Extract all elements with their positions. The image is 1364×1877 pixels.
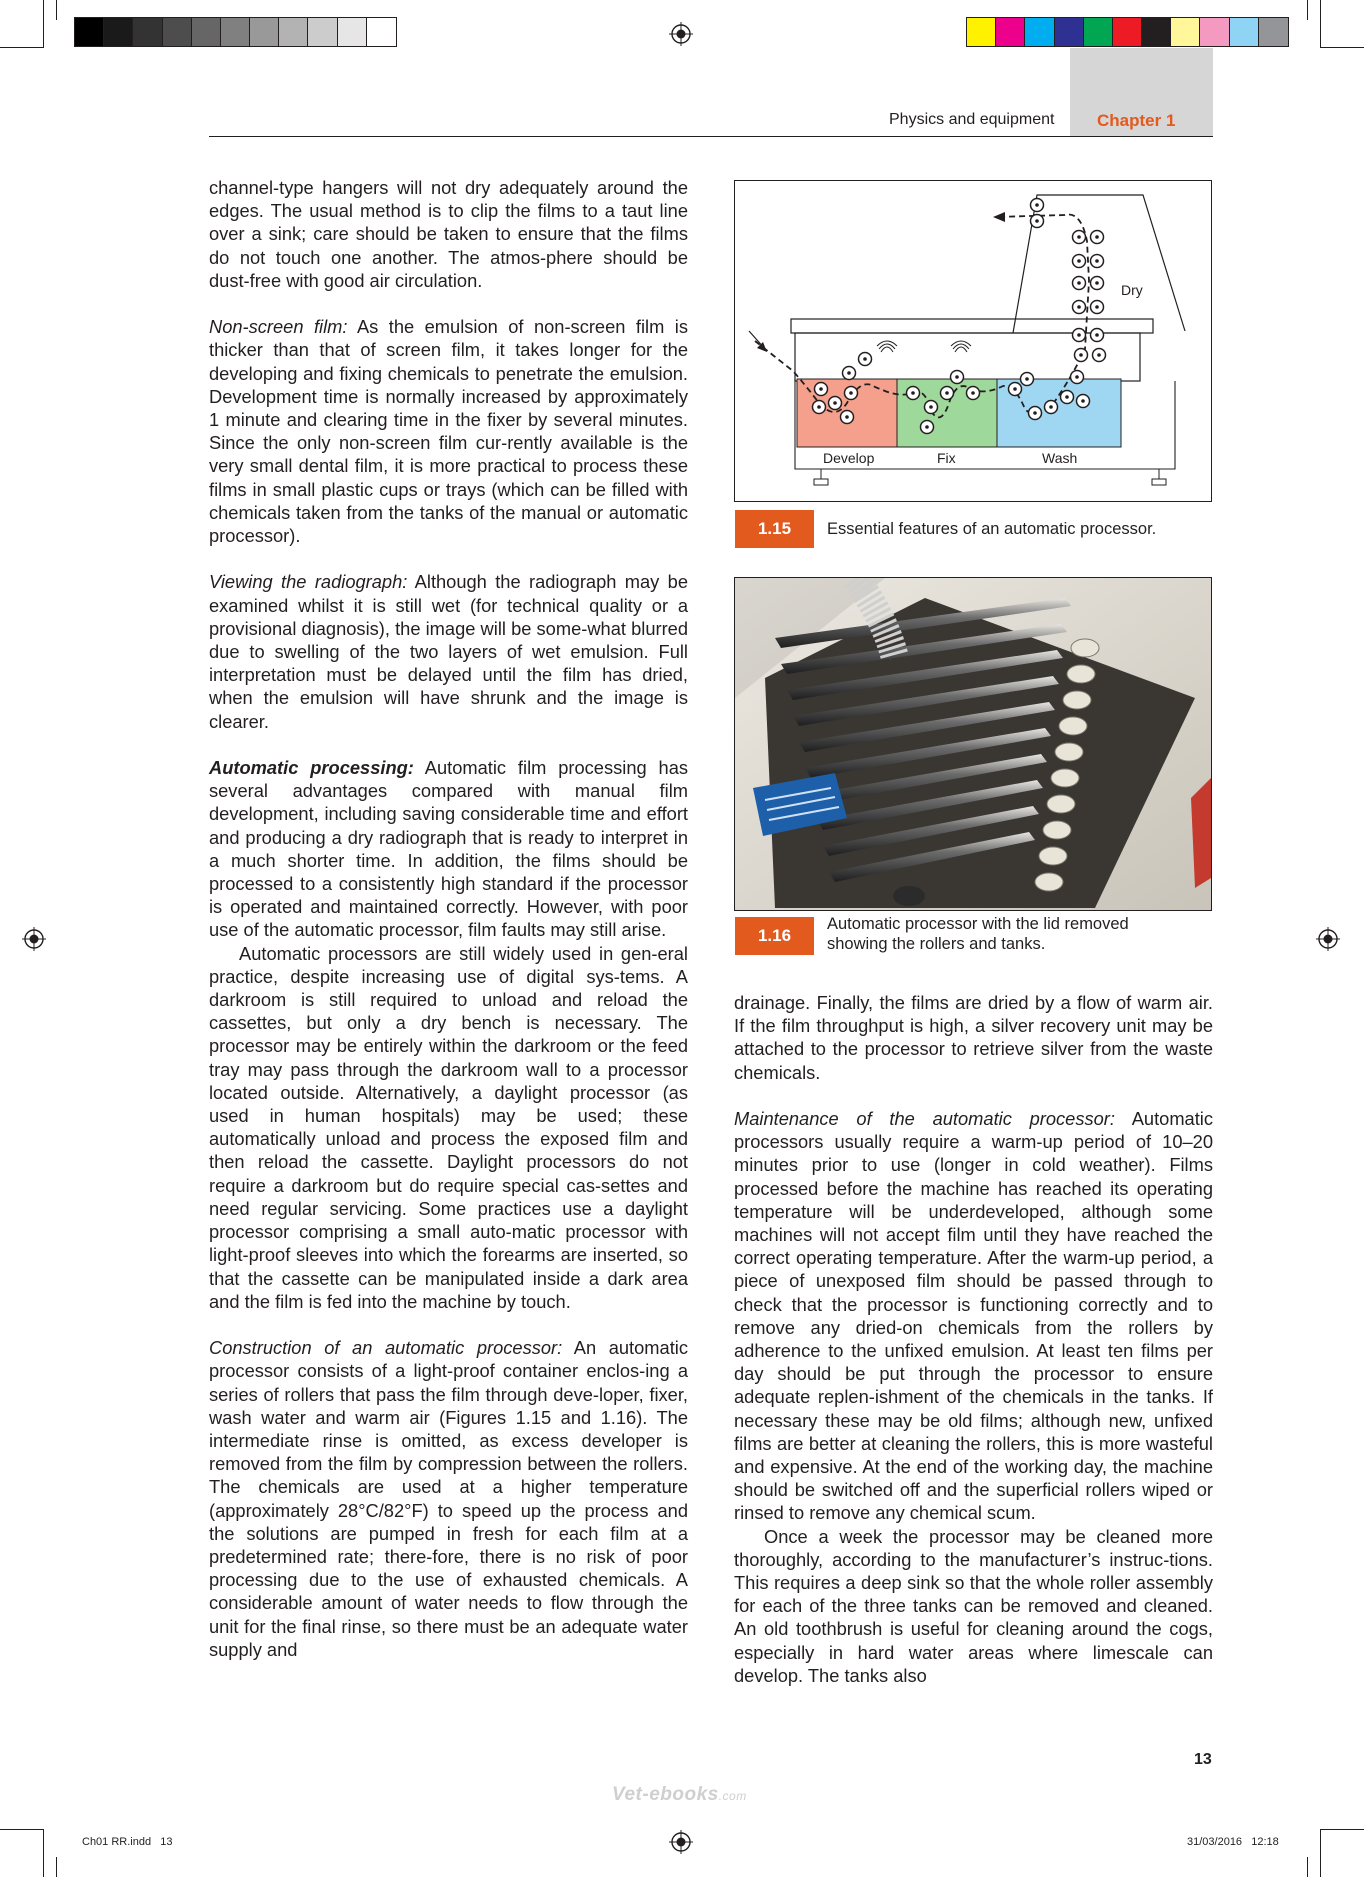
figure-number: 1.16 xyxy=(735,917,814,955)
roller-center-icon xyxy=(1095,259,1099,263)
figure-caption: Essential features of an automatic processor. xyxy=(827,520,1157,538)
roller-center-icon xyxy=(1077,281,1081,285)
roller-center-icon xyxy=(1065,395,1069,399)
paragraph-body: Automatic processors usually require a warm-up period of 10–20 minutes prior to use (longer in cold weather). Films processed before the machine has reached its operating temperature will be underdeveloped, although some machines will not accept film until they have reached the correct operating temperature. After the warm-up period, a piece of unexposed film should be passed through to check that the processor is functioning correctly and to remove any dried-on chemicals from the rollers by adherence to the unfixed emulsion. At least ten films per day should be put through the processor to ensure adequate replen-ishment of the chemicals in the tanks. If necessary these may be old films; although new, unfixed films are better at cleaning the rollers, this is more wasteful and expensive. At the end of the working day, the machine should be switched off and the superficial rollers wiped or rinsed to remove any chemical scum. xyxy=(734,1108,1213,1524)
color-swatch xyxy=(250,18,279,46)
slug-date: 31/03/2016 12:18 xyxy=(1187,1836,1279,1848)
paragraph: channel-type hangers will not dry adequately around the edges. The usual method is to clip the films to a taut line over a sink; care should be taken to ensure that the films do not touch one another. The atmos-phere should be dust-free with good air circulation. xyxy=(209,177,688,291)
roller-center-icon xyxy=(1095,333,1099,337)
roller-center-icon xyxy=(833,401,837,405)
registration-mark-icon xyxy=(1316,927,1340,951)
roller-center-icon xyxy=(945,391,949,395)
paragraph-body: An automatic processor consists of a light-proof container enclos-ing a series of rollers that pass the film through deve-loper, fixer, wash water and warm air (Figures 1.15 and 1.16). The intermediate rinse is omitted, as excess developer is removed from the film by compression between the rollers. The chemicals are used at a higher temperature (approximately 28°C/82°F) to speed up the process and the solutions are pumped in fresh for each film at a predetermined rate; there-fore, there is no risk of poor processing due to the use of exhausted chemicals. A considerable amount of water needs to flow through the unit for the final rinse, so there must be an adequate water supply and xyxy=(209,1337,688,1660)
roller-center-icon xyxy=(817,405,821,409)
running-header-section: Physics and equipment xyxy=(889,111,1055,128)
figure-caption-line: Automatic processor with the lid removed xyxy=(827,915,1129,933)
color-swatch xyxy=(1142,18,1171,46)
processor-diagram xyxy=(735,181,1211,501)
develop-label: Develop xyxy=(823,450,875,466)
paragraph-body: As the emulsion of non-screen film is thicker than that of screen film, it takes longer for the developing and fixing chemicals to penetrate the emulsion. Development time is normally increased by approximately 1 minute and clearing time in the fixer by several minutes. Since the only non-screen film cur-rently available is the very small dental film, it is more practical to process these films in small plastic cups or trays (which can be filled with chemicals taken from the tanks of the manual or automatic processor). xyxy=(209,316,688,547)
roller-clip xyxy=(1067,665,1095,683)
color-swatch xyxy=(75,18,104,46)
roller-center-icon xyxy=(847,371,851,375)
roller-center-icon xyxy=(1049,405,1053,409)
roller-clip xyxy=(1039,847,1067,865)
paragraph: Once a week the processor may be cleaned more thoroughly, according to the manufacturer’s instruc-tions. This requires a deep sink so that the whole roller assembly for each of the three tanks can be removed and cleaned. An old toothbrush is useful for cleaning around the cogs, especially in hard water areas where limescale can develop. The tanks also xyxy=(734,1525,1213,1686)
color-swatch xyxy=(367,18,396,46)
registration-mark-icon xyxy=(669,22,693,46)
figure-caption-line: showing the rollers and tanks. xyxy=(827,935,1046,953)
color-swatch xyxy=(104,18,133,46)
registration-mark-icon xyxy=(22,927,46,951)
roller-clip xyxy=(1051,769,1079,787)
registration-mark-icon xyxy=(669,1830,693,1854)
color-swatch xyxy=(1200,18,1229,46)
left-column xyxy=(209,176,688,1661)
roller-center-icon xyxy=(819,387,823,391)
roller-center-icon xyxy=(971,391,975,395)
color-swatch xyxy=(1025,18,1054,46)
roller-clip xyxy=(1059,717,1087,735)
slug-file: Ch01 RR.indd 13 xyxy=(82,1836,173,1848)
paragraph-lead: Non-screen film: xyxy=(209,316,348,338)
roller-center-icon xyxy=(1077,259,1081,263)
roller-clip xyxy=(1043,821,1071,839)
roller-center-icon xyxy=(1025,377,1029,381)
roller-center-icon xyxy=(1097,353,1101,357)
roller-center-icon xyxy=(1075,375,1079,379)
paragraph xyxy=(209,570,688,732)
roller-center-icon xyxy=(1035,219,1039,223)
guide-shoe-icon xyxy=(955,347,967,352)
color-swatch xyxy=(279,18,308,46)
roller-center-icon xyxy=(929,405,933,409)
color-swatch xyxy=(1084,18,1113,46)
color-swatch xyxy=(996,18,1025,46)
color-swatch xyxy=(163,18,192,46)
running-header-chapter: Chapter 1 xyxy=(1097,111,1176,130)
roller-center-icon xyxy=(849,391,853,395)
roller-center-icon xyxy=(911,391,915,395)
paragraph-lead: Maintenance of the automatic processor: xyxy=(734,1108,1115,1129)
color-swatch xyxy=(1171,18,1200,46)
roller-center-icon xyxy=(1035,203,1039,207)
color-swatch xyxy=(221,18,250,46)
fix-label: Fix xyxy=(937,450,956,466)
roller-center-icon xyxy=(1033,411,1037,415)
roller-center-icon xyxy=(1077,305,1081,309)
paragraph: Automatic processors are still widely used in gen-eral practice, despite increasing use of digital sys-tems. A darkroom is still required to unload and reload the cassettes, but only a dry bench is necessary. The processor may be entirely within the darkroom or the feed tray may pass through the darkroom wall to a processor located outside. Alternatively, a daylight processor (as used in human hospitals) may be used; these automatically unload and process the exposed film and then reload the cassette. Daylight processors do not require a darkroom but do require special cas-settes and need regular servicing. Some practices use a daylight processor comprising a small auto-matic processor with light-proof sleeves into which the forearms are inserted, so that the cassette can be manipulated inside a dark area and the film is fed into the machine by touch. xyxy=(209,942,688,1312)
roller-center-icon xyxy=(955,375,959,379)
paragraph xyxy=(209,1336,688,1661)
paragraph-body: Although the radiograph may be examined whilst it is still wet (for technical quality or a provisional diagnosis), the image will be some-what blurred due to swelling of the two layers of wet emulsion. Full interpretation must be delayed until the film has dried, when the emulsion will have shrunk and the image is clearer. xyxy=(209,571,689,732)
roller-center-icon xyxy=(1013,387,1017,391)
watermark-logo xyxy=(612,1784,747,1806)
roller-center-icon xyxy=(1095,235,1099,239)
roller-clip xyxy=(1071,639,1099,657)
gray-scale-bar xyxy=(74,17,397,47)
figure-caption xyxy=(827,914,1129,954)
roller-center-icon xyxy=(863,357,867,361)
roller-clip xyxy=(1055,743,1083,761)
color-swatch xyxy=(1055,18,1084,46)
right-column xyxy=(734,991,1213,1687)
paragraph xyxy=(734,1107,1213,1525)
wash-label: Wash xyxy=(1042,450,1078,466)
color-swatch xyxy=(308,18,337,46)
color-swatch xyxy=(967,18,996,46)
paragraph-body: Automatic film processing has several advantages compared with manual film development, including saving considerable time and effort and producing a dry radiograph that is ready to interpret in a much shorter time. In addition, the films should be processed to a consistently high standard if the processor is operated and maintained correctly. However, with poor use of the automatic processor, film faults may still arise. xyxy=(209,757,689,941)
header-rule xyxy=(209,136,1213,137)
roller-center-icon xyxy=(1081,399,1085,403)
roller-clip xyxy=(1047,795,1075,813)
color-swatch xyxy=(1230,18,1259,46)
watermark-suffix: .com xyxy=(718,1789,747,1803)
roller-center-icon xyxy=(1079,353,1083,357)
guide-shoe-icon xyxy=(881,347,893,352)
paragraph-lead: Automatic processing: xyxy=(209,757,414,779)
color-bar xyxy=(966,17,1289,47)
dry-label: Dry xyxy=(1121,282,1143,298)
paragraph xyxy=(209,756,688,942)
figure-1-15-diagram xyxy=(734,180,1212,502)
figure-number: 1.15 xyxy=(735,510,814,548)
paragraph: drainage. Finally, the films are dried by a flow of warm air. If the film throughput is high, a silver recovery unit may be attached to the processor to retrieve silver from the waste chemicals. xyxy=(734,992,1213,1083)
roller-center-icon xyxy=(1095,281,1099,285)
page-number: 13 xyxy=(1194,1751,1212,1768)
roller-center-icon xyxy=(1077,333,1081,337)
figure-1-16-photo xyxy=(734,577,1212,911)
roller-clip xyxy=(1063,691,1091,709)
roller-center-icon xyxy=(925,425,929,429)
roller-center-icon xyxy=(1077,235,1081,239)
watermark-main: Vet-ebooks xyxy=(612,1784,719,1805)
roller-center-icon xyxy=(845,415,849,419)
roller-clip xyxy=(1035,873,1063,891)
paragraph xyxy=(209,315,688,547)
color-swatch xyxy=(338,18,367,46)
color-swatch xyxy=(192,18,221,46)
paragraph-lead: Construction of an automatic processor: xyxy=(209,1337,563,1359)
color-swatch xyxy=(1259,18,1288,46)
paragraph-lead: Viewing the radiograph: xyxy=(209,571,408,593)
roller-center-icon xyxy=(1095,305,1099,309)
color-swatch xyxy=(133,18,162,46)
color-swatch xyxy=(1113,18,1142,46)
